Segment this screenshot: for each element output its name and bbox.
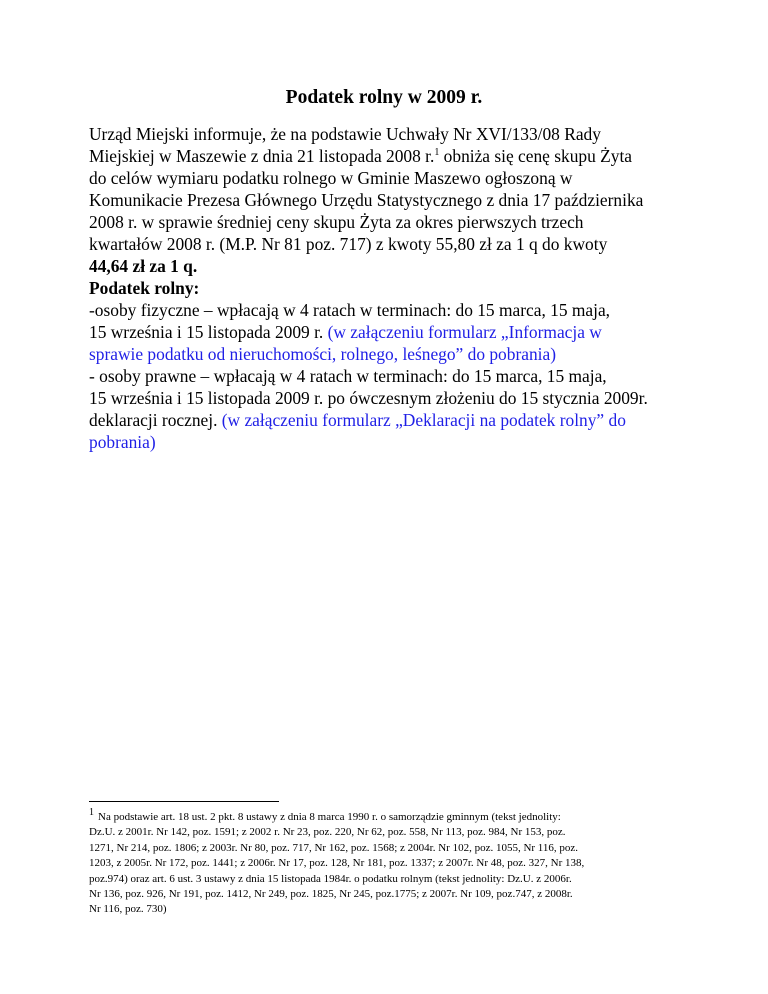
footnote-line: Nr 136, poz. 926, Nr 191, poz. 1412, Nr 249, poz. 1825, Nr 245, poz.1775; z 2007r. Nr 109, poz.747, z 2008r. [89,888,573,901]
intro-line [89,145,689,167]
footnote-separator [89,801,279,802]
declaration-form-link[interactable]: (w załączeniu formularz „Deklaracji na podatek rolny” do [221,410,626,430]
intro-line: Urząd Miejski informuje, że na podstawie Uchwały Nr XVI/133/08 Rady [89,124,601,144]
footnote-line: Nr 116, poz. 730) [89,903,167,916]
footnote-reference[interactable]: 1 [434,147,440,158]
intro-line: do celów wymiaru podatku rolnego w Gminie Maszewo ogłoszoną w [89,168,573,188]
intro-text: Miejskiej w Maszewie z dnia 21 listopada 2008 r. [89,146,435,166]
legal-entities-schedule [89,409,689,431]
legal-entities-schedule: 15 września i 15 listopada 2009 r. po ówczesnym złożeniu do 15 stycznia 2009r. [89,388,648,408]
individuals-schedule: -osoby fizyczne – wpłacają w 4 ratach w terminach: do 15 marca, 15 maja, [89,300,611,320]
footnote-text: Na podstawie art. 18 ust. 2 pkt. 8 ustawy z dnia 8 marca 1990 r. o samorządzie gminnym (tekst jednolity: [98,811,561,823]
footnote-line: 1203, z 2005r. Nr 172, poz. 1441; z 2006r. Nr 17, poz. 128, Nr 181, poz. 1337; z 2007r. Nr 48, poz. 327, Nr 138, [89,857,585,870]
footnote-line: Dz.U. z 2001r. Nr 142, poz. 1591; z 2002 r. Nr 23, poz. 220, Nr 62, poz. 558, Nr 113, poz. 984, Nr 153, poz. [89,826,566,839]
footnote-line: poz.974) oraz art. 6 ust. 3 ustawy z dnia 15 listopada 1984r. o podatku rolnym (tekst jednolity: Dz.U. z 2006r. [89,872,572,885]
footnote-marker: 1 [89,807,94,818]
intro-line: Komunikacie Prezesa Głównego Urzędu Statystycznego z dnia 17 października [89,190,644,210]
information-form-link[interactable]: (w załączeniu formularz „Informacja w [327,322,602,342]
footnote-line [89,807,699,825]
tax-section-heading: Podatek rolny: [89,278,200,298]
legal-entities-schedule: - osoby prawne – wpłacają w 4 ratach w terminach: do 15 marca, 15 maja, [89,366,607,386]
footnote-line: 1271, Nr 214, poz. 1806; z 2003r. Nr 80, poz. 717, Nr 162, poz. 1568; z 2004r. Nr 102, poz. 1055, Nr 116, poz. [89,841,579,854]
page-title: Podatek rolny w 2009 r. [285,87,483,108]
intro-line: 2008 r. w sprawie średniej ceny skupu Żyta za okres pierwszych trzech [89,212,584,232]
individuals-dates: 15 września i 15 listopada 2009 r. [89,322,328,342]
reduced-price-amount: 44,64 zł za 1 q. [89,256,198,276]
intro-paragraph [89,123,689,277]
annual-declaration-text: deklaracji rocznej. [89,410,222,430]
intro-text: obniża się cenę skupu Żyta [439,146,633,166]
tax-section [89,277,689,453]
intro-line: kwartałów 2008 r. (M.P. Nr 81 poz. 717) z kwoty 55,80 zł za 1 q do kwoty [89,234,608,254]
individuals-schedule [89,321,689,343]
footnote [89,807,699,918]
declaration-form-link[interactable]: pobrania) [89,432,156,452]
information-form-link[interactable]: sprawie podatku od nieruchomości, rolnego, leśnego” do pobrania) [89,344,556,364]
